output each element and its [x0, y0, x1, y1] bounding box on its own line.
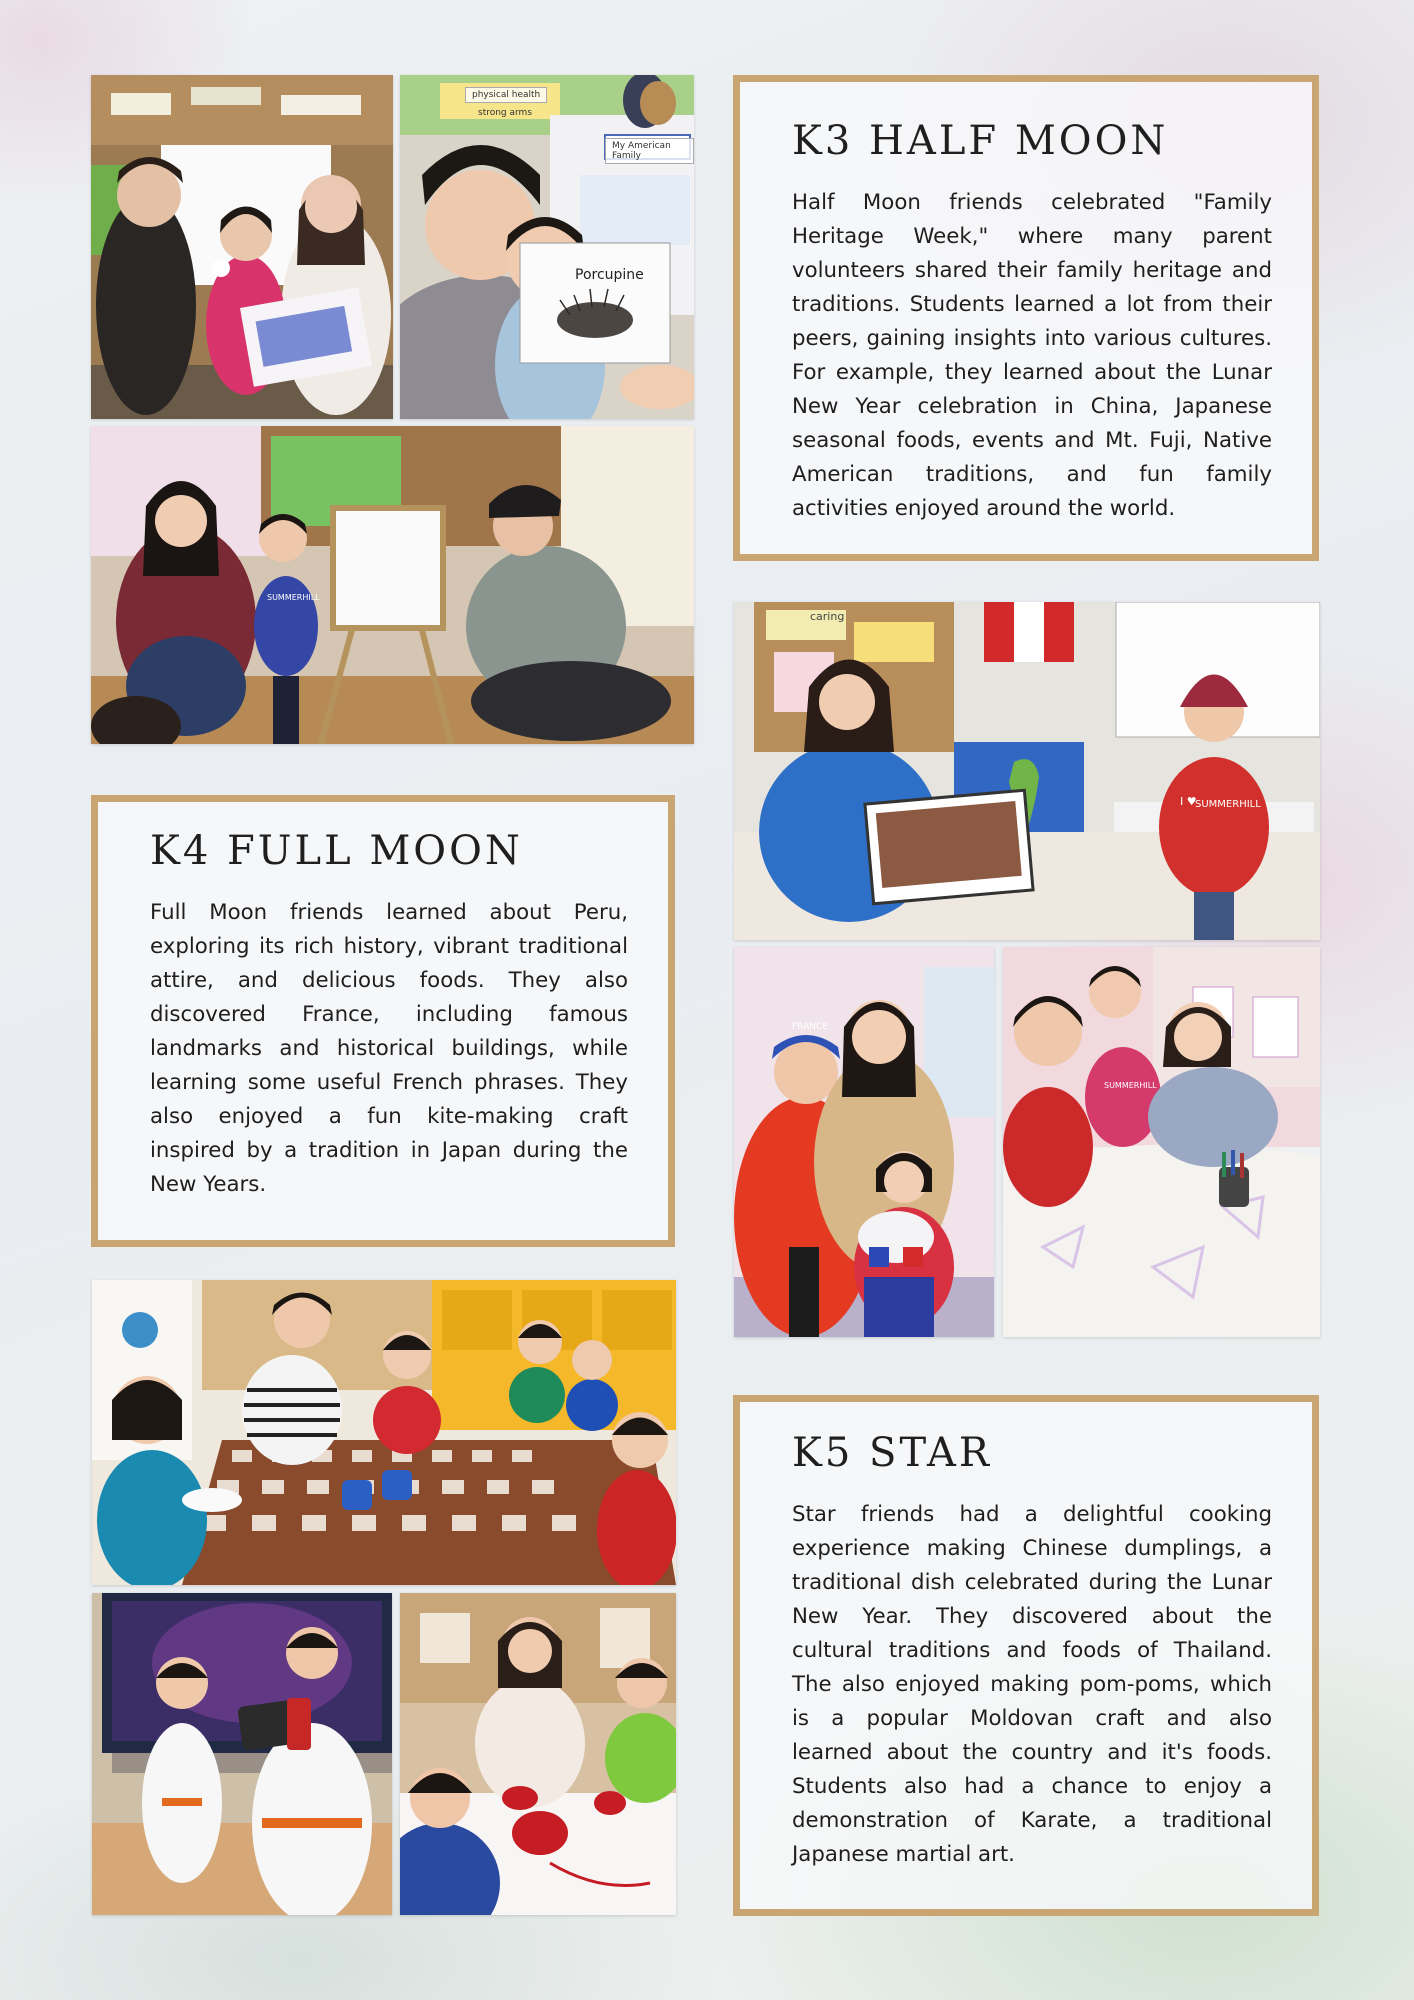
- k3-line: For example, they learned about the Lunar: [792, 360, 1272, 385]
- porcupine-card-label: Porcupine: [575, 267, 644, 283]
- summerhill-shirt-text-1: SUMMERHILL: [267, 593, 320, 602]
- k5-line: demonstration of Karate, a traditional: [792, 1808, 1272, 1833]
- photo-k3-porcupine-reading: [400, 75, 694, 419]
- photo-k5-karate: [92, 1593, 392, 1915]
- k4-line: exploring its rich history, vibrant traditional: [150, 934, 628, 959]
- k3-line: activities enjoyed around the world.: [792, 496, 1176, 521]
- k5-line: traditional dish celebrated during the Lunar: [792, 1570, 1272, 1595]
- k3-line: seasonal foods, events and Mt. Fuji, Native: [792, 428, 1272, 453]
- k5-line: The also enjoyed making pom-poms, which: [792, 1672, 1272, 1697]
- photo-k5-dumplings: [92, 1280, 676, 1585]
- photo-k4-peru-lesson: [734, 602, 1320, 940]
- summerhill-shirt-text-2: SUMMERHILL: [1195, 799, 1261, 810]
- photo-k3-easel-story: [91, 426, 694, 744]
- k5-line: experience making Chinese dumplings, a: [792, 1536, 1272, 1561]
- k5-line: learned about the country and it's foods.: [792, 1740, 1272, 1765]
- k3-line: Heritage Week," where many parent: [792, 224, 1272, 249]
- i-heart-shirt-text: I ♥: [1180, 795, 1197, 808]
- physical-health-sign: physical health: [465, 87, 547, 103]
- k4-line: learning some useful French phrases. They: [150, 1070, 628, 1095]
- k3-line: traditions. Students learned a lot from their: [792, 292, 1272, 317]
- k3-half-moon-card: [733, 75, 1319, 561]
- summerhill-shirt-text-3: SUMMERHILL: [1104, 1081, 1157, 1090]
- k3-line: volunteers shared their family heritage and: [792, 258, 1272, 283]
- france-cap-text: FRANCE: [792, 1022, 828, 1032]
- k4-line: Full Moon friends learned about Peru,: [150, 900, 628, 925]
- photo-k4-france-visit: [734, 947, 994, 1337]
- k5-line: Star friends had a delightful cooking: [792, 1502, 1272, 1527]
- k4-line: inspired by a tradition in Japan during the: [150, 1138, 628, 1163]
- k4-line: also enjoyed a fun kite-making craft: [150, 1104, 628, 1129]
- k5-title: K5 STAR: [792, 1430, 992, 1476]
- k5-line: is a popular Moldovan craft and also: [792, 1706, 1272, 1731]
- strong-arms-sign: strong arms: [478, 108, 533, 118]
- k5-description: [792, 1498, 1272, 1872]
- k4-title: K4 FULL MOON: [150, 828, 523, 874]
- k3-line: peers, gaining insights into various cultures.: [792, 326, 1272, 351]
- k3-line: American traditions, and fun family: [792, 462, 1272, 487]
- k4-full-moon-card: [91, 795, 675, 1247]
- k3-title: K3 HALF MOON: [792, 118, 1169, 164]
- k5-line: Students also had a chance to enjoy a: [792, 1774, 1272, 1799]
- caring-sign: caring: [810, 610, 845, 623]
- k4-description: [150, 896, 628, 1202]
- k4-line: attire, and delicious foods. They also: [150, 968, 628, 993]
- photo-k5-pom-poms: [400, 1593, 676, 1915]
- k3-description: [792, 186, 1272, 526]
- k3-line: Half Moon friends celebrated "Family: [792, 190, 1272, 215]
- k4-line: discovered France, including famous: [150, 1002, 628, 1027]
- k5-line: Japanese martial art.: [792, 1842, 1015, 1867]
- photo-k3-parents-reading: [91, 75, 393, 419]
- k5-line: cultural traditions and foods of Thailand.: [792, 1638, 1272, 1663]
- k4-line: New Years.: [150, 1172, 267, 1197]
- k5-line: New Year. They discovered about the: [792, 1604, 1272, 1629]
- k4-line: landmarks and historical buildings, while: [150, 1036, 628, 1061]
- my-american-family-sign: My American Family: [605, 138, 694, 164]
- photo-k4-kite-craft: [1003, 947, 1320, 1337]
- k3-line: New Year celebration in China, Japanese: [792, 394, 1272, 419]
- k5-star-card: [733, 1395, 1319, 1916]
